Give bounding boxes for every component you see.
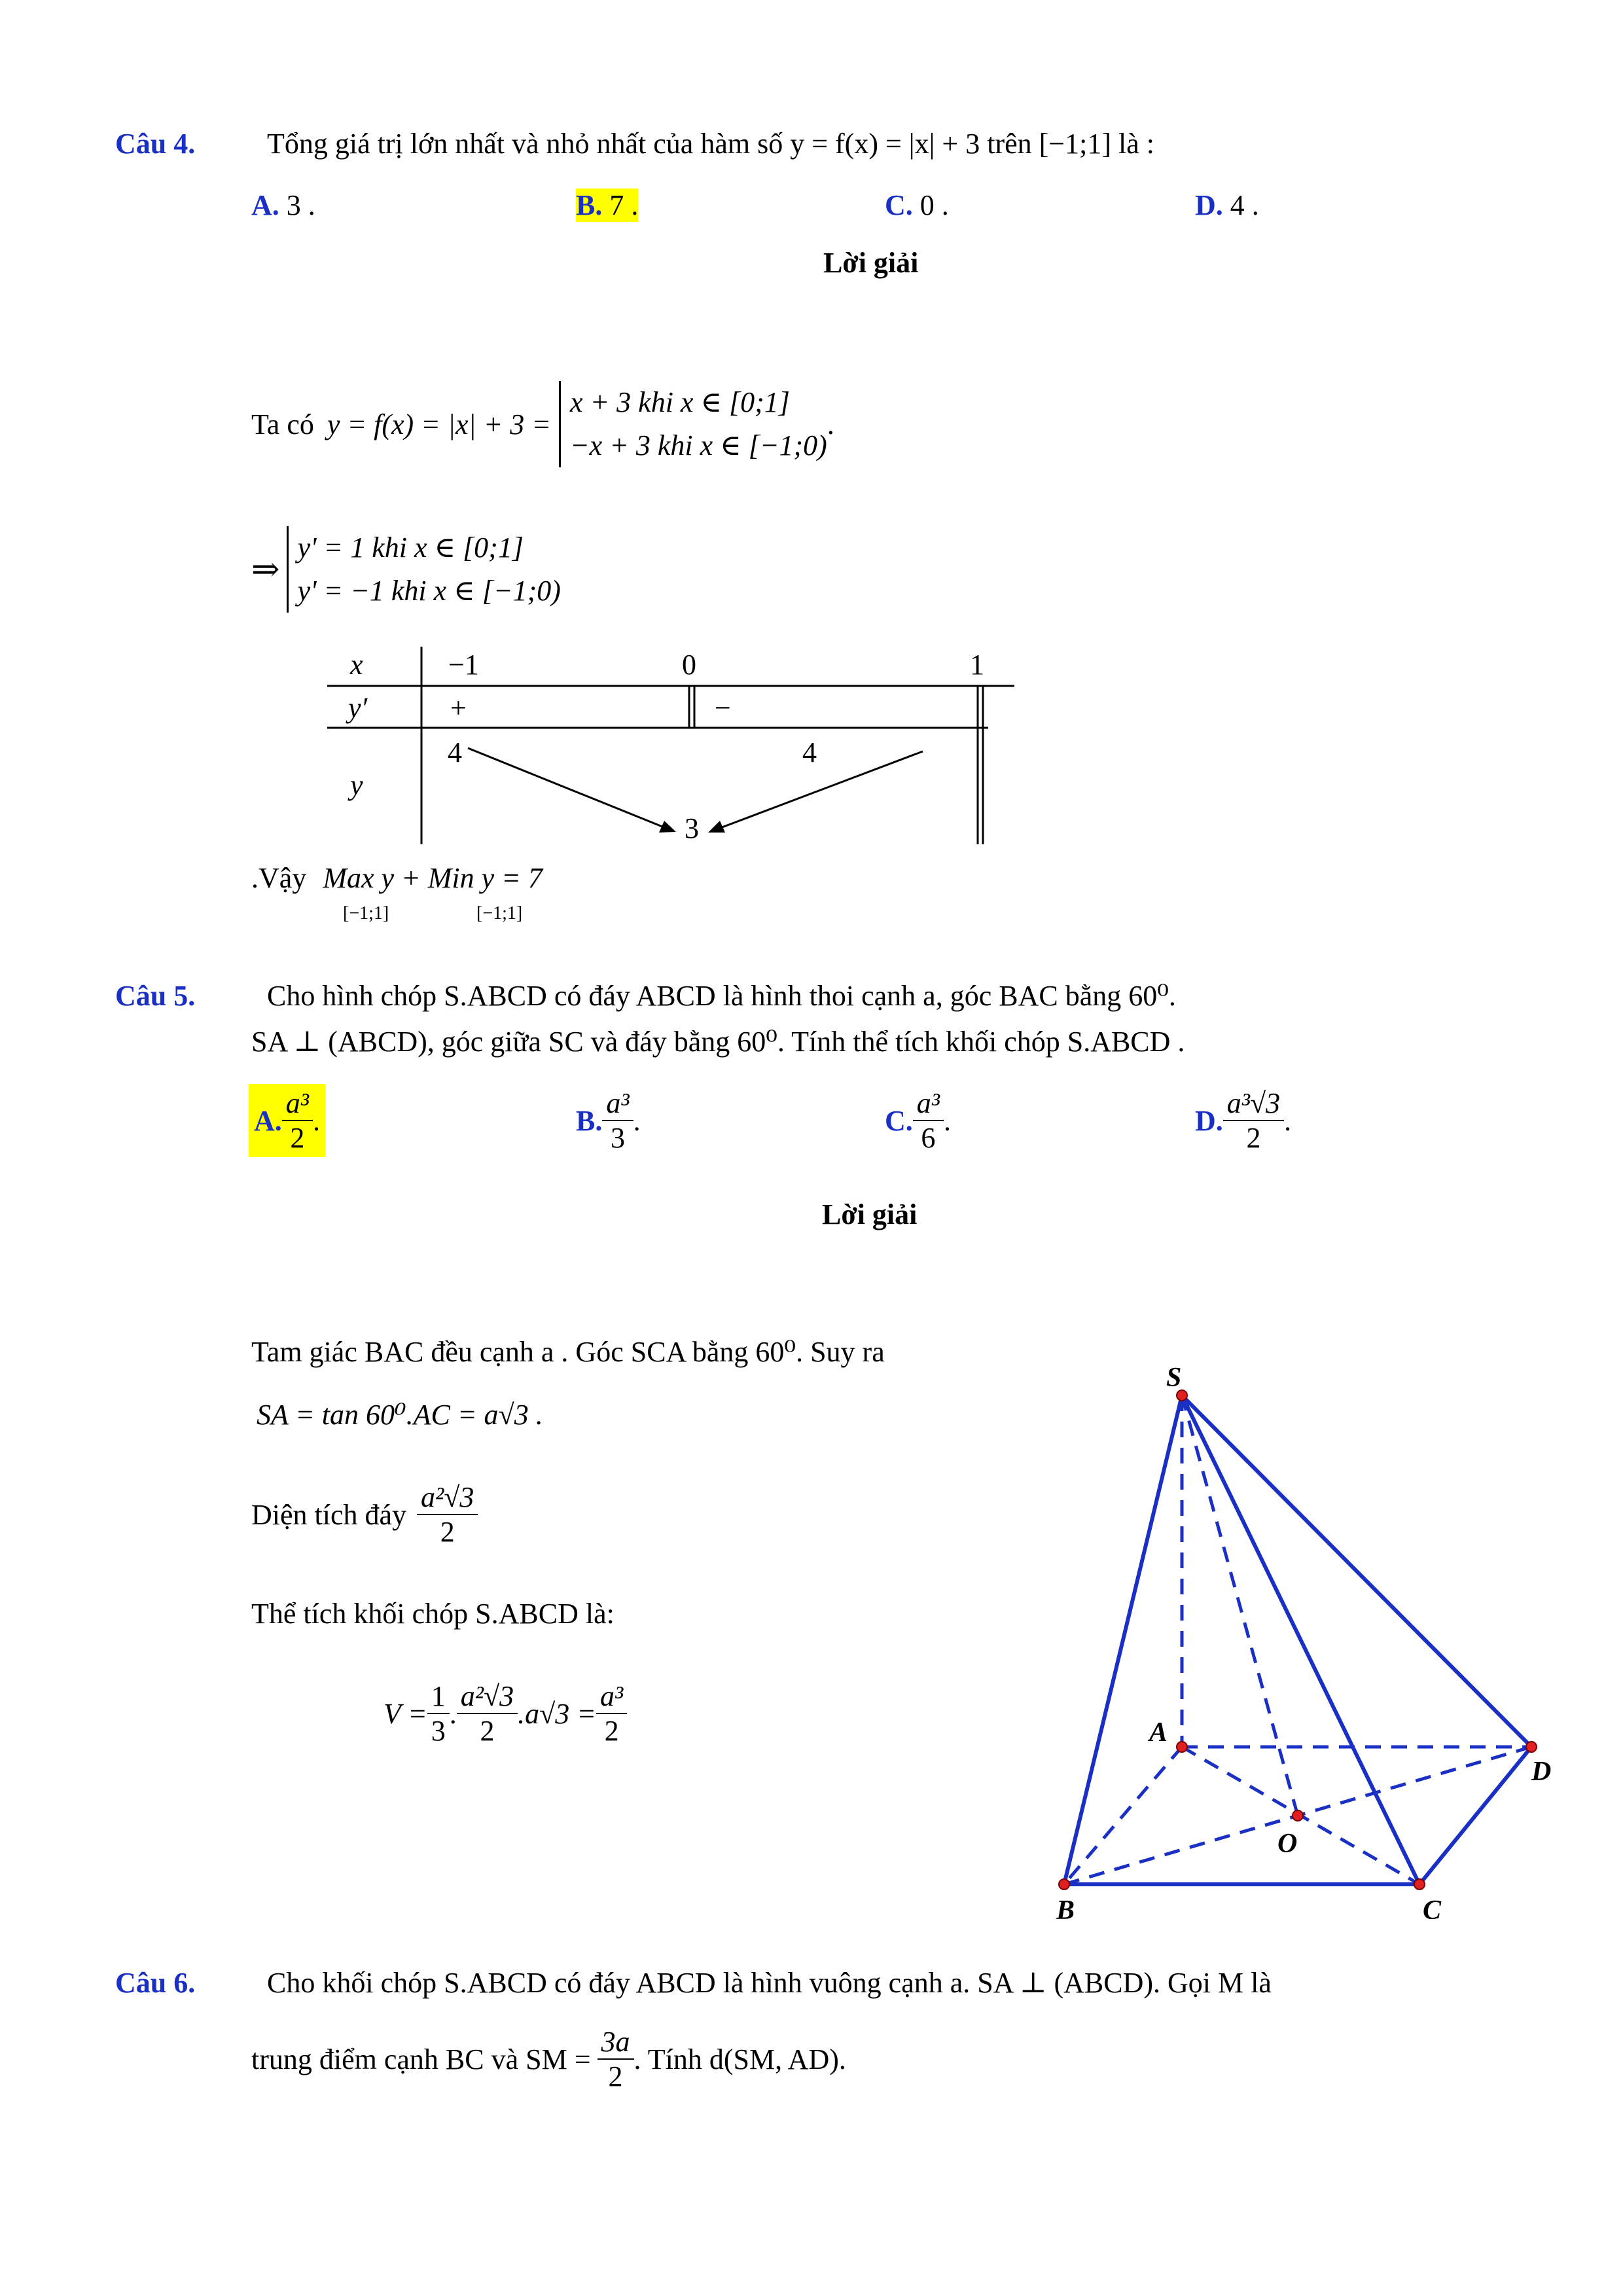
question-6-line-1: Cho khối chóp S.ABCD có đáy ABCD là hình vuông cạnh a. SA ⊥ (ABCD). Gọi M là <box>267 1967 1272 1999</box>
q4-option-b[interactable] <box>576 188 638 222</box>
q4-option-a-value: 3 . <box>286 189 315 221</box>
q5-sol-line-1: Tam giác BAC đều cạnh a . Góc SCA bằng 60⁰. Suy ra <box>251 1336 885 1368</box>
q6-line2-prefix: trung điểm cạnh BC và SM = <box>251 2043 591 2075</box>
table-sign-minus: − <box>715 692 731 724</box>
q5-option-c-num: a³ <box>916 1087 940 1119</box>
edge-sb <box>1064 1395 1182 1884</box>
q4-option-a[interactable] <box>251 188 315 222</box>
table-y-value-right: 4 <box>802 736 817 768</box>
q5-option-d[interactable]: D. $\frac{\text{a³√3}}{2}$ . <box>1195 1087 1292 1154</box>
table-sign-plus: + <box>450 692 467 724</box>
pyramid-figure <box>1021 1361 1571 1937</box>
q4-option-a-letter: A. <box>251 189 279 221</box>
q5-option-d-den: 2 <box>1223 1120 1284 1155</box>
q5-v-f2-num: a²√3 <box>460 1680 514 1712</box>
decrease-arrow-line <box>468 748 666 828</box>
question-5-line-1: Cho hình chóp S.ABCD có đáy ABCD là hình thoi cạnh a, góc BAC bằng 60⁰. <box>267 980 1176 1012</box>
q4-solution-title: Lời giải <box>823 247 919 279</box>
implies-symbol: ⇒ <box>251 551 280 588</box>
q4-conclusion <box>251 861 543 895</box>
label-b: B <box>1056 1895 1075 1926</box>
q4-option-c[interactable] <box>885 188 949 222</box>
q5-v-frac-1 <box>427 1679 450 1748</box>
q4-conclusion-sub-1: [−1;1] <box>343 903 389 924</box>
q5-area-num: a²√3 <box>421 1481 474 1513</box>
q5-option-a-den: 2 <box>282 1120 313 1155</box>
label-s: S <box>1166 1363 1182 1393</box>
table-x-value-3: 1 <box>970 649 984 681</box>
q5-sol-line-2: SA = tan 60⁰.AC = a√3 . <box>257 1399 543 1431</box>
q4-option-c-value: 0 . <box>919 189 949 221</box>
increase-arrow-line <box>719 751 923 829</box>
q6-frac-den: 2 <box>597 2058 634 2093</box>
q5-volume-label: Thể tích khối chóp S.ABCD là: <box>251 1598 615 1630</box>
q5-v-f3-num: a³ <box>599 1680 624 1712</box>
q5-option-b-den: 3 <box>602 1120 633 1155</box>
question-4-label: Câu 4. <box>115 128 196 160</box>
question-5-line-2: SA ⊥ (ABCD), góc giữa SC và đáy bằng 60⁰. Tính thể tích khối chóp S.ABCD . <box>251 1026 1185 1058</box>
q5-option-c-fraction <box>913 1086 944 1155</box>
q5-v-f1-den: 3 <box>427 1713 450 1748</box>
q5-option-a[interactable]: A. $\frac{\text{a³}}{2}$ . <box>249 1084 325 1157</box>
point-d <box>1526 1742 1537 1752</box>
variation-table <box>314 640 1034 850</box>
table-y-value-left: 4 <box>448 736 462 768</box>
question-6-line-2 <box>251 2025 846 2093</box>
q4-conclusion-sub-2: [−1;1] <box>476 903 523 924</box>
q4-case-2: −x + 3 khi x ∈ [−1;0) <box>569 429 827 461</box>
q4-conclusion-prefix: .Vậy <box>251 862 307 894</box>
q5-option-d-letter: D. <box>1195 1104 1223 1137</box>
question-4-text: Tổng giá trị lớn nhất và nhỏ nhất của hàm số y = f(x) = |x| + 3 trên [−1;1] là : <box>267 128 1154 160</box>
q4-option-d-letter: D. <box>1195 189 1223 221</box>
q4-dot: . <box>827 408 834 440</box>
q4-case-1: x + 3 khi x ∈ [0;1] <box>569 386 790 418</box>
q4-derivative <box>251 517 561 622</box>
q5-area-label: Diện tích đáy <box>251 1498 407 1531</box>
q4-option-d[interactable] <box>1195 188 1259 222</box>
q5-option-d-fraction <box>1223 1086 1284 1155</box>
q4-ta-co: Ta có <box>251 408 314 440</box>
table-x-value-1: −1 <box>448 649 479 681</box>
q6-fraction <box>597 2025 634 2093</box>
point-c <box>1414 1879 1425 1890</box>
q5-option-a-letter: A. <box>254 1104 282 1137</box>
q5-v-mid: .a√3 = <box>518 1697 596 1730</box>
q5-v-prefix: V = <box>383 1697 427 1730</box>
q5-option-a-num: a³ <box>285 1087 309 1119</box>
q5-v-f3-den: 2 <box>596 1713 627 1748</box>
q5-solution-title: Lời giải <box>822 1198 918 1230</box>
q4-conclusion-expr: Max y + Min y = 7 <box>323 862 543 894</box>
table-x-label: x <box>350 649 363 681</box>
q5-option-b-num: a³ <box>606 1087 630 1119</box>
q4-option-b-value: 7 . <box>609 189 639 221</box>
q5-v-frac-2 <box>457 1679 518 1748</box>
q4-piecewise-equation <box>251 372 834 476</box>
table-x-value-2: 0 <box>682 649 696 681</box>
segment-so-hidden <box>1182 1395 1298 1816</box>
q5-option-c[interactable]: C. $\frac{\text{a³}}{6}$ . <box>885 1087 951 1154</box>
q4-eq-left: y = f(x) = |x| + 3 = <box>327 408 551 440</box>
q4-option-d-value: 4 . <box>1230 189 1259 221</box>
q4-deriv-1: y' = 1 khi x ∈ [0;1] <box>297 531 524 564</box>
q4-deriv-2: y' = −1 khi x ∈ [−1;0) <box>297 575 561 607</box>
q4-option-b-letter: B. <box>576 189 603 221</box>
q5-area-fraction <box>417 1480 478 1549</box>
q6-frac-num: 3a <box>601 2026 630 2058</box>
q5-option-c-den: 6 <box>913 1120 944 1155</box>
label-o: O <box>1277 1829 1298 1859</box>
table-yprime-label: y′ <box>348 692 368 724</box>
q4-option-c-letter: C. <box>885 189 913 221</box>
question-6-label: Câu 6. <box>115 1967 196 1999</box>
q5-v-f1-num: 1 <box>431 1680 446 1712</box>
q5-v-frac-3 <box>596 1679 627 1748</box>
point-o <box>1293 1810 1303 1821</box>
q4-cases-bracket <box>559 381 827 467</box>
question-5-label: Câu 5. <box>115 980 196 1012</box>
table-y-value-min: 3 <box>685 812 699 844</box>
q5-base-area <box>251 1480 478 1549</box>
table-y-label: y <box>350 769 363 801</box>
q6-line2-suffix: . Tính d(SM, AD). <box>633 2043 846 2075</box>
edge-cd <box>1419 1747 1531 1884</box>
point-a <box>1177 1742 1187 1752</box>
label-d: D <box>1531 1757 1552 1787</box>
q5-option-a-fraction <box>282 1086 313 1155</box>
q5-option-b[interactable]: B. $\frac{\text{a³}}{3}$ . <box>576 1087 641 1154</box>
edge-sd <box>1182 1395 1531 1747</box>
q5-option-b-letter: B. <box>576 1104 603 1137</box>
q4-deriv-bracket <box>287 526 561 613</box>
q5-v-f2-den: 2 <box>457 1713 518 1748</box>
label-c: C <box>1423 1895 1442 1926</box>
point-b <box>1059 1879 1069 1890</box>
q5-option-d-num: a³√3 <box>1226 1087 1281 1119</box>
label-a: A <box>1149 1717 1168 1748</box>
q5-area-den: 2 <box>417 1514 478 1549</box>
q5-option-c-letter: C. <box>885 1104 913 1137</box>
q5-option-b-fraction <box>602 1086 633 1155</box>
q5-volume-formula: V = $\frac{1}{3}$ . $\frac{\text{a²√3}}{2}$ .a√3 = $\frac{\text{a³}}{2}$ <box>383 1679 627 1748</box>
